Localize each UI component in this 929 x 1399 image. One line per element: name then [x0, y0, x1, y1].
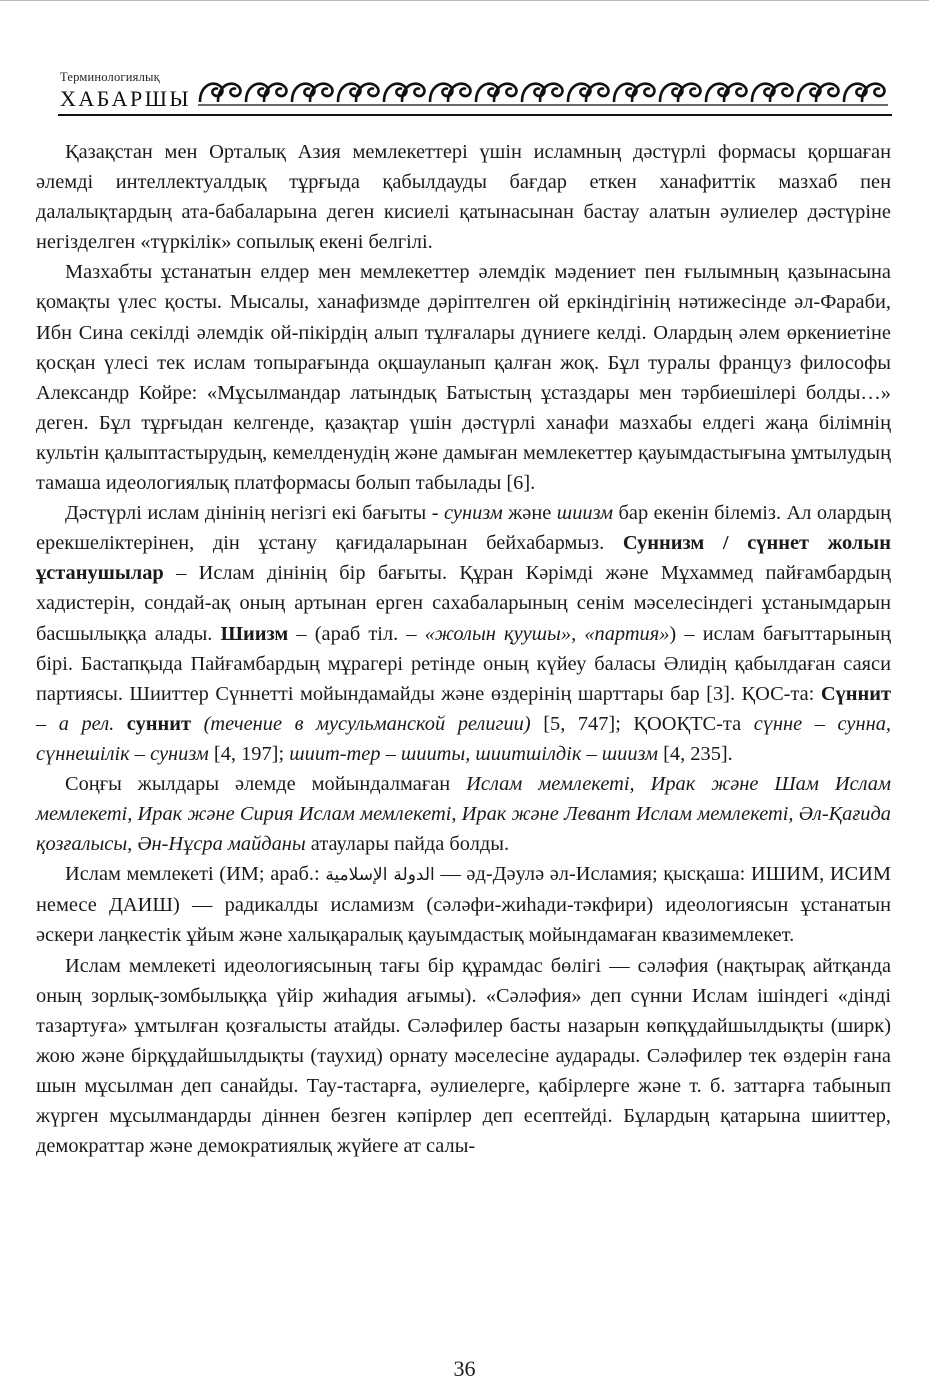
top-edge-rule [0, 0, 929, 5]
paragraph-2: Мазхабты ұстанатын елдер мен мемлекеттер әлемдік мәдениет пен ғылымның қазынасына қомақты үлес қосты. Мысалы, ханафизмде дәріптелген ой еркіндігінің нәтижесінде әл-Фараби, Ибн Сина секілді әлемдік ой-пікірдің алып тұлғалары дүниеге келді. Олардың әлем өркениетіне қосқан үлесі тек ислам топырағында оқшауланып қалған жоқ. Бұл туралы француз философы Александр Койре: «Мұсылмандар латындық Батыстың ұстаздары мен тәрбиешілері болды…» деген. Бұл тұрғыдан келгенде, қазақтар үшін дәстүрлі ханафи мазхабы елдегі жаңа білімнің культін қалыптастырудың, кемелденудің және дамыған мемлекеттер қауымдастығына ұмтылудың тамаша идеологиялық платформасы болып табылады [6]. [36, 261, 891, 495]
arabic-name: الدولة الإسلامية [325, 865, 435, 886]
text-run: [4, 235]. [658, 742, 733, 765]
text-run: [5, 747]; ҚООҚТС-та [530, 712, 754, 735]
page-number: 36 [453, 1356, 476, 1381]
text-run: атаулары пайда болды. [305, 833, 510, 856]
dictionary-equivalent: суннит [126, 712, 192, 735]
paragraph-3 [36, 498, 891, 769]
dictionary-entry: шиит-тер – шииты, шиитшілдік – шиизм [289, 742, 659, 765]
text-run: ) – ислам бағыттарының бірі. Бастапқыда Пайғамбардың мұрагері ретінде оның күйеу баласы Әлидің қабылдаған саяси партиясы. Шииттер Сүннетті мойындамайды және өздерінің шарттары бар [3]. ҚОС-та: [36, 622, 891, 705]
masthead-title: ХАБАРШЫ [60, 86, 192, 111]
dictionary-headword: Сүннит [820, 682, 891, 705]
text-run: Дәстүрлі ислам дінінің негізгі екі бағыты - [65, 502, 444, 525]
paragraph-1: Қазақстан мен Орталық Азия мемлекеттері үшін исламның дәстүрлі формасы қоршаған әлемді интеллектуалдық тұрғыда қабылдауды бағдар еткен ханафиттік мазхаб пен далалықтардың ата-бабаларына деген кисиелі қатынасынан бастау алатын әулиелер дәстүріне негізделген «түркілік» сопылық екені белгілі. [36, 141, 891, 254]
term-shiism-heading: Шиизм [220, 622, 289, 645]
article-body [36, 137, 891, 1161]
dictionary-label: – а рел. [36, 712, 127, 735]
text-run: Соңғы жылдары әлемде мойындалмаған [65, 772, 467, 795]
header-rule [58, 114, 892, 116]
dictionary-gloss: (течение в мусульманской религии) [191, 712, 531, 735]
term-sunnism-heading: Суннизм / сүннет жолын ұстанушылар [36, 532, 891, 585]
organization-names: Ислам мемлекеті, Ирак және Шам Ислам мемлекеті, Ирак және Сирия Ислам мемлекеті, Ирак және Левант Ислам мемлекеті, Әл-Қағида қозғалысы, Ән-Нұсра майданы [36, 772, 892, 856]
text-run: – Ислам дінінің бір бағыты. Құран Кәрімді және Мұхаммед пайғамбардың хадистерін, сондай-ақ оның артынан ерген сахабаларының сенім мәселесіндегі ұстанымдарын басшылыққа алады. [36, 562, 891, 645]
paragraph-5 [36, 859, 891, 950]
text-run: Ислам мемлекеті (ИМ; араб.: [65, 863, 326, 886]
translation-gloss: «жолын қуушы», «партия» [424, 622, 670, 645]
text-run: – (араб тіл. – [288, 622, 425, 645]
text-run: бар екенін білеміз. Ал олардың ерекшеліктерінен, дін ұстану қағидаларынан бейхабармыз. [36, 502, 891, 555]
text-run: және [502, 502, 557, 525]
masthead-kicker: Терминологиялық [60, 70, 160, 84]
dictionary-entry: сүнне – сунна, сүннешілік – сунизм [36, 712, 891, 765]
paragraph-6: Ислам мемлекеті идеологиясының тағы бір құрамдас бөлігі — сәләфия (нақтырақ айтқанда оның зорлық-зомбылыққа үйір жиһадия ағымы). «Сәләфия» деп сүнни Ислам ішіндегі «дінді тазартуға» ұмтылған қозғалысты атайды. Сәләфилер басты назарын көпқұдайшылдықты (ширк) жою және бірқұдайшылдықты (таухид) орнату мәселесіне аударады. Сәләфилер тек өздерін ғана шын мұсылман деп санайды. Тау-тастарға, әулиелерге, қабірлерге және т. б. заттарға табынып жүрген мұсылмандарды діннен безген кәпірлер деп есептейді. Бұлардың қатарына шииттер, демократтар және демократиялық жүйеге ат салы- [36, 954, 891, 1158]
term-shiism: шиизм [556, 502, 614, 525]
running-header [58, 70, 892, 118]
paragraph-4 [36, 769, 891, 859]
text-run: [4, 197]; [208, 742, 290, 765]
term-sunnism: сунизм [444, 502, 503, 525]
text-run: — әд-Дәулә әл-Исламия; қысқаша: ИШИМ, ИСИМ немесе ДАИШ) — радикалды исламизм (сәләфи-жиһади-тәкфири) идеологиясын ұстанатын әскери лаңкестік ұйым және халықаралық қауымдастық мойындамаған квазимемлекет. [36, 863, 892, 947]
spiral-ornament-icon [198, 72, 892, 112]
